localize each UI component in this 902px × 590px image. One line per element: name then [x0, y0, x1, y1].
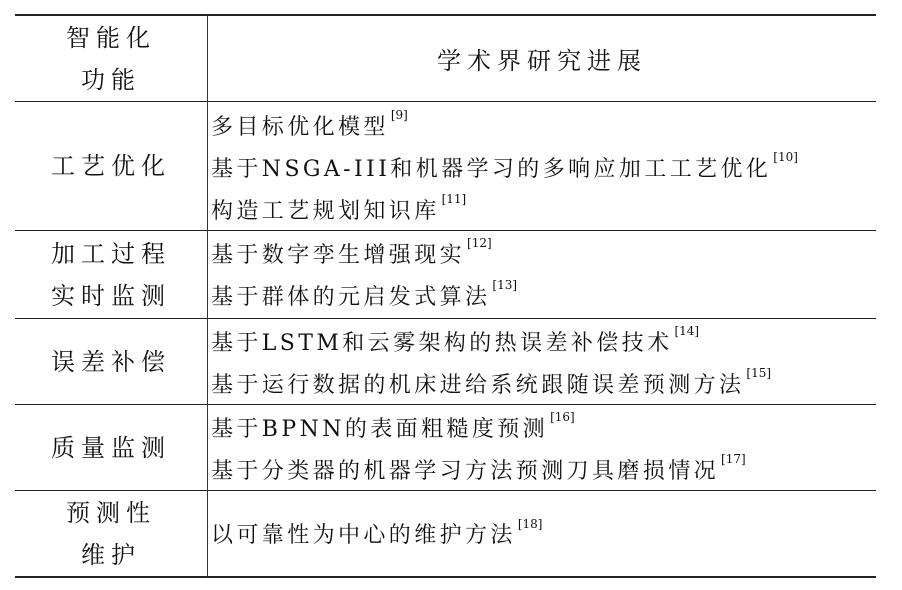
function-label: 质量监测 [51, 433, 171, 462]
progress-text: 以可靠性为中心的维护方法 [211, 523, 516, 548]
citation: [13] [492, 278, 518, 292]
progress-item [211, 320, 871, 362]
progress-text: 基于群体的元启发式算法 [211, 284, 491, 310]
citation: [10] [773, 150, 798, 164]
function-cell [15, 319, 207, 404]
progress-text: 基于LSTM和云雾架构的热误差补偿技术 [211, 330, 673, 356]
function-cell [15, 231, 207, 318]
progress-item [211, 146, 871, 188]
function-cell [15, 405, 207, 490]
function-label: 预测性 [66, 498, 156, 527]
function-label: 工艺优化 [51, 152, 171, 180]
progress-text: 构造工艺规划知识库 [211, 198, 440, 224]
progress-item [211, 362, 871, 404]
progress-text: 基于数字孪生增强现实 [211, 242, 466, 268]
progress-text: 基于NSGA-III和机器学习的多响应加工工艺优化 [211, 156, 772, 182]
citation: [16] [550, 410, 575, 424]
function-label: 实时监测 [51, 281, 171, 310]
progress-item [211, 406, 871, 448]
progress-cell [211, 320, 871, 404]
progress-item [211, 104, 871, 146]
header-function-cell [15, 16, 207, 101]
progress-item [211, 232, 871, 274]
header-progress-cell: 学术界研究进展 [437, 47, 647, 75]
header-function-line: 智能化 [66, 23, 156, 52]
function-label: 维护 [81, 540, 141, 569]
citation: [12] [467, 236, 492, 250]
citation: [14] [674, 324, 700, 338]
progress-item [211, 513, 542, 555]
progress-cell [211, 104, 871, 230]
function-cell [15, 102, 207, 230]
citation: [9] [390, 108, 408, 122]
progress-cell [211, 491, 871, 576]
progress-cell [211, 232, 871, 316]
citation: [15] [746, 366, 772, 380]
function-label: 加工过程 [51, 239, 171, 268]
progress-cell [211, 406, 871, 490]
header-function-line: 功能 [81, 65, 141, 94]
citation: [11] [441, 192, 467, 206]
progress-text: 基于分类器的机器学习方法预测刀具磨损情况 [211, 458, 720, 484]
progress-item [211, 274, 871, 316]
function-cell [15, 491, 207, 576]
citation: [17] [721, 452, 746, 466]
bottom-rule [15, 576, 876, 578]
progress-text: 多目标优化模型 [211, 114, 389, 140]
progress-text: 基于运行数据的机床进给系统跟随误差预测方法 [211, 372, 745, 398]
progress-text: 基于BPNN的表面粗糙度预测 [211, 416, 549, 442]
progress-item [211, 188, 871, 230]
function-label: 误差补偿 [51, 347, 171, 376]
progress-item [211, 448, 871, 490]
citation: [18] [517, 516, 543, 531]
